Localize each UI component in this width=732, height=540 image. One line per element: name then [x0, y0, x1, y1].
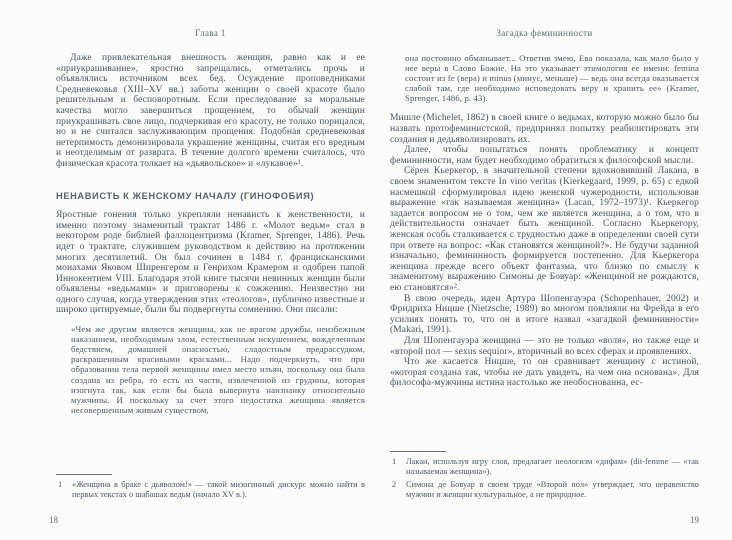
page-number-left: 18	[49, 515, 58, 525]
paragraph: Что же касается Ницше, то он сравнивает женщину с истиной, «которая создана так, чтобы не дать увидеть, на чем она основана». Для философа-мужчины истина настолько же необоснованна, ес-	[390, 357, 699, 389]
footnote-text: Симона де Бовуар в своем труде «Второй пол» утверждает, что неравенство мужчин и женщин культуральное, а не природное.	[406, 480, 699, 500]
footnote	[390, 480, 699, 500]
footnote-block	[56, 474, 365, 503]
footnote-block	[390, 451, 699, 503]
paragraph: Яростные гонения только укрепляли ненависть к женственности, и именно поэтому знаменитый трактат 1486 г. «Молот ведьм» стал в некотором роде библией фаллоцентризма (Kramer, Sprenger, 1486). Речь идет о трактате, служившем руководством к действию на протяжении многих десятилетий. Он был сочинен в 1484 г. францисканскими монахами Яковом Шпренгером и Генрихом Крамером и одобрен папой Иннокентием VIII. Благодаря этой книге тысячи невинных женщин были объявлены «ведьмами» и приговорены к сожжению. Неизвестно ни одного случая, когда утверждения этих «теологов», публично известные и широко цитируемые, были бы подвергнуты сомнению. Они писали:	[56, 210, 365, 316]
paragraph: Даже привлекательная внешность женщин, равно как и ее «приукрашивание», яростно запрещались, отметались прочь и объявлялись источником всех бед. Осуждение проповедниками Средневековья (XIII–XV вв.) заботы женщин о своей красоте было решительным и бесповоротным. Если преследование за моральные качества могло завершиться прощением, то обычай женщин приукрашивать свое лицо, подчеркивая его красоту, не только порицался, но и не считался заслуживающим прощения. Подобная средневековая нетерпимость демонизировала украшение женщины, считая его вредным и неотделимым от разврата. В течение долгого времени считалось, что физическая красота толкает на «дьявольское» и «лукавое»¹.	[56, 53, 365, 169]
right-page-body	[390, 53, 699, 389]
footnote	[390, 457, 699, 477]
paragraph: Далее, чтобы попытаться понять проблематику и концепт фемининности, нам будет необходимо обратиться к философской мысли.	[390, 145, 699, 166]
footnote-number: 1	[58, 480, 63, 490]
page-number-right: 19	[690, 515, 699, 525]
left-page-body	[56, 53, 365, 415]
footnote-text: Лакан, используя игру слов, предлагает неологизм «дифам» (dit-femme — «так называемая женщина»).	[406, 457, 699, 477]
footnote-number: 2	[392, 480, 397, 490]
page-right	[390, 28, 699, 525]
footnote	[56, 480, 365, 500]
block-quote-continuation: она постоянно обманывает... Ответив змею, Ева показала, как мало было у нее веры в Слово Божие. На это указывает этимология ее имени: femina состоит из fe (вера) и minus (минус, меньше) — ведь она всегда оказывается слабой там, где необходимо исповедовать веру и хранить ее» (Kramer, Sprenger, 1486, p. 43).	[405, 53, 699, 104]
footnote-rule	[390, 451, 446, 452]
paragraph: Для Шопенгауэра женщина — это не только «воля», но также еще и «второй пол — sexus sequior», вторичный во всех сферах и проявлениях.	[390, 335, 699, 357]
page-left	[49, 28, 365, 525]
running-head-title: Загадка фемининности	[496, 28, 593, 38]
footnote-text: «Женщина в браке с дьяволом!» — такой мизогинный дискурс можно найти в первых текстах о шабашах ведьм (начало XV в.).	[72, 480, 365, 500]
section-heading-gynophobia: НЕНАВИСТЬ К ЖЕНСКОМУ НАЧАЛУ (ГИНОФОБИЯ)	[56, 190, 315, 201]
footnote-number: 1	[392, 457, 397, 467]
block-quote: «Чем же другим является женщина, как не врагом дружбы, неизбежным наказанием, необходимым злом, естественным искушением, вожделенным бедствием, домашней опасностью, сладостным предрассудком, раскрашенным красивыми красками... Надо подчеркнуть, что при образовании тела первой женщины имел место изъян, поскольку она была создана из ребра, то есть из части, извлеченной из грудины, которая изогнута так, как если бы была вывернута наизнанку относительно мужчины. И поскольку за счет этого недостатка женщина является несовершенным живым существом,	[71, 324, 365, 415]
running-head-chapter: Глава 1	[195, 28, 226, 38]
paragraph: Сёрен Кьеркегор, в значительной степени вдохновивший Лакана, в своем знаменитом тексте In vino veritas (Kierkegaard, 1999, p. 65) с едкой насмешкой сформулировал идею женской чужеродности, использовав выражение «так называемая женщина» (Lacan, 1972–1973)¹. Кьеркегор задается вопросом не о том, чем же является женщина, а о том, что в действительности означает быть женщиной. Согласно Кьеркегору, женская особь сталкивается с трудностью даже в определении своей сути при ответе на вопрос: «Как становятся женщиной?». Не будучи заданной изначально, фемининность формируется постепенно. Для Кьеркегора женщина прежде всего объект фантазма, что близко по смыслу к знаменитому выражению Симоны де Бовуар: «Женщиной не рождаются, ею становятся»².	[390, 166, 699, 293]
paragraph: Мишле (Michelet, 1862) в своей книге о ведьмах, которую можно было бы назвать протофеминистской, предпринял попытку реабилитировать эти создания и дедьяволизировать их.	[390, 113, 699, 145]
footnote-rule	[56, 474, 112, 475]
paragraph: В свою очередь, идеи Артура Шопенгауэра (Schopenhauer, 2002) и Фридриха Ницше (Nietzsche, 1989) во многом повлияли на Фрейда в его усилиях понять то, что он в итоге назвал «загадкой фемининности» (Makari, 1991).	[390, 293, 699, 336]
